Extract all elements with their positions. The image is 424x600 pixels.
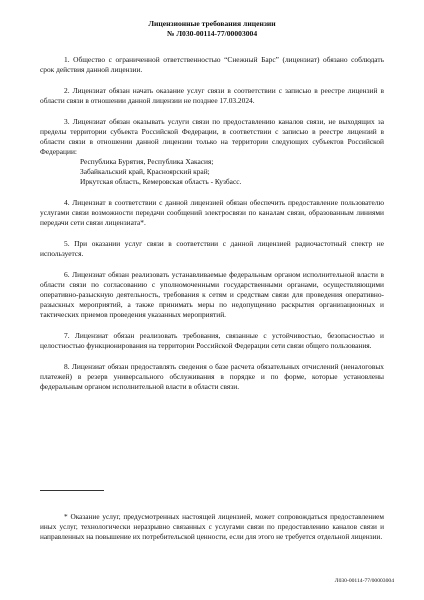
paragraph-5: 5. При оказании услуг связи в соответствии с данной лицензией радиочастотный спектр не используется. <box>40 239 384 258</box>
document-header <box>40 19 384 39</box>
region-line-1: Республика Бурятия, Республика Хакасия; <box>80 157 214 166</box>
document-title: Лицензионные требования лицензии <box>148 19 276 28</box>
region-line-3: Иркутская область, Кемеровская область - Кузбасс. <box>80 177 242 186</box>
document-body <box>40 55 384 392</box>
paragraph-6: 6. Лицензиат обязан реализовать устанавливаемые федеральным органом исполнительной власти в области связи по согласованию с уполномоченными государственными органами, осуществляющими оперативно-разыскную деятельность, требования к сетям и средствам связи для проведения оперативно-разыскных мероприятий, а также принимать меры по недопущению раскрытия организационных и тактических приемов проведения указанных мероприятий. <box>40 270 384 319</box>
paragraph-4: 4. Лицензиат в соответствии с данной лицензией обязан обеспечить предоставление пользователю услугами связи возможности передачи сообщений электросвязи по каналам связи, образованным линиями передачи сети связи лицензиата*. <box>40 198 384 227</box>
footnote: * Оказание услуг, предусмотренных настоящей лицензией, может сопровождаться предоставлением иных услуг, технологически неразрывно связанных с услугами связи по предоставлению каналов связи и направленных на повышение их потребительской ценности, если для этого не требуется отдельной лицензии. <box>40 512 384 542</box>
paragraph-3: 3. Лицензиат обязан оказывать услуги связи по предоставлению каналов связи, не выходящих за пределы территории субъекта Российской Федерации, в соответствии с записью в реестре лицензий в области связи в отношении данной лицензии только на территории следующих субъектов Российской Федерации: <box>40 117 384 156</box>
paragraph-1: 1. Общество с ограниченной ответственностью “Снежный Барс” (лицензиат) обязано соблюдать срок действия данной лицензии. <box>40 55 384 74</box>
footnote-divider <box>40 490 104 491</box>
region-list <box>40 157 384 187</box>
region-line-2: Забайкальский край, Красноярский край; <box>80 167 210 176</box>
paragraph-7: 7. Лицензиат обязан реализовать требования, связанные с устойчивостью, безопасностью и целостностью функционирования на территории Российской Федерации сети связи общего пользования. <box>40 331 384 350</box>
license-number: № Л030-00114-77/00003004 <box>166 29 258 38</box>
page-footer-id: Л030-00114-77/00003004 <box>334 578 394 584</box>
paragraph-2: 2. Лицензиат обязан начать оказание услуг связи в соответствии с записью в реестре лицензий в области связи в отношении данной лицензии не позднее 17.03.2024. <box>40 86 384 105</box>
paragraph-8: 8. Лицензиат обязан предоставлять сведения о базе расчета обязательных отчислений (неналоговых платежей) в резерв универсального обслуживания в порядке и по форме, которые установлены федеральным органом исполнительной власти в области связи. <box>40 362 384 391</box>
